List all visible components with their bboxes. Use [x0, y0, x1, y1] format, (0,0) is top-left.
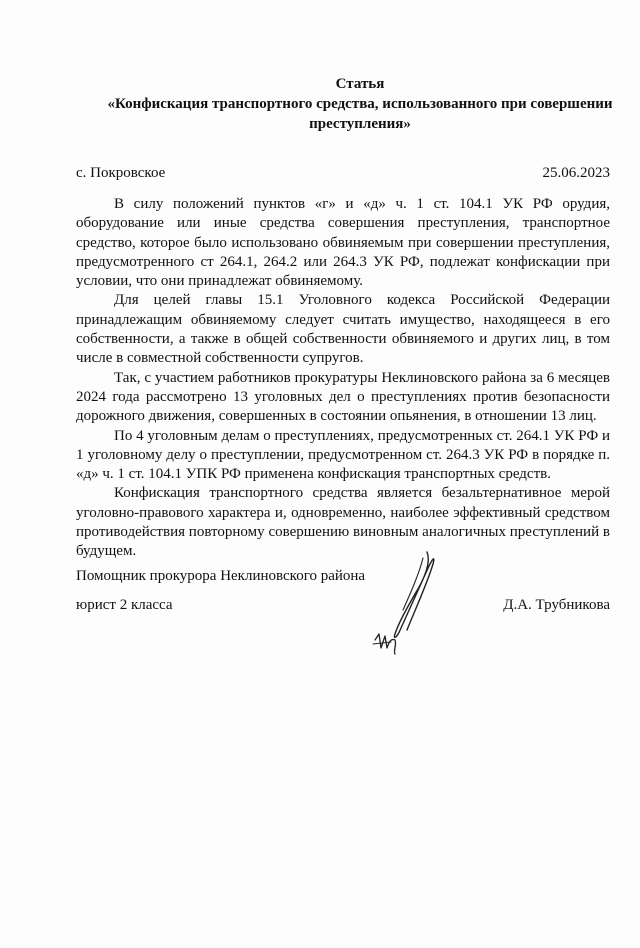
place-label: с. Покровское — [76, 165, 166, 181]
title-subtitle-line2: преступления» — [309, 116, 411, 132]
paragraph: В силу положений пунктов «г» и «д» ч. 1 ст. 104.1 УК РФ орудия, оборудование или иные средства совершения преступления, транспортное средство, которое было использовано обвиняемым при совершении преступления, предусмотренного ст 264.1, 264.2 или 264.3 УК РФ, подлежат конфискации при условии, что они принадлежат обвиняемому. — [76, 196, 610, 290]
title-heading: Статья — [335, 76, 385, 92]
date-label: 25.06.2023 — [542, 165, 610, 181]
paragraph: Для целей главы 15.1 Уголовного кодекса Российской Федерации принадлежащим обвиняемому следует считать имущество, находящееся в его собственности, а также в общей собственности обвиняемого и других лиц, в том числе в совместной собственности супругов. — [76, 292, 610, 367]
paragraph: Конфискация транспортного средства является безальтернативное мерой уголовно-правового характера и, одновременно, наиболее эффективный средством противодействия повторному совершению виновным аналогичных преступлений в будущем. — [76, 485, 610, 560]
article-body — [76, 195, 610, 562]
signer-rank: юрист 2 класса — [76, 597, 173, 613]
signer-position: Помощник прокурора Неклиновского района — [76, 568, 366, 584]
paragraph: По 4 уголовным делам о преступлениях, предусмотренных ст. 264.1 УК РФ и 1 уголовному делу о преступлении, предусмотренном ст. 264.3 УК РФ в порядке п. «д» ч. 1 ст. 104.1 УПК РФ применена конфискация транспортных средств. — [76, 427, 610, 483]
paragraph: Так, с участием работников прокуратуры Неклиновского района за 6 месяцев 2024 года рассмотрено 13 уголовных дел о преступлениях против безопасности дорожного движения, совершенных в состоянии опьянения, в отношении 13 лиц. — [76, 369, 610, 425]
handwritten-signature — [365, 548, 465, 658]
title-subtitle-line1: «Конфискация транспортного средства, использованного при совершении — [107, 96, 613, 112]
signer-name: Д.А. Трубникова — [503, 597, 610, 613]
document-title — [70, 74, 640, 134]
